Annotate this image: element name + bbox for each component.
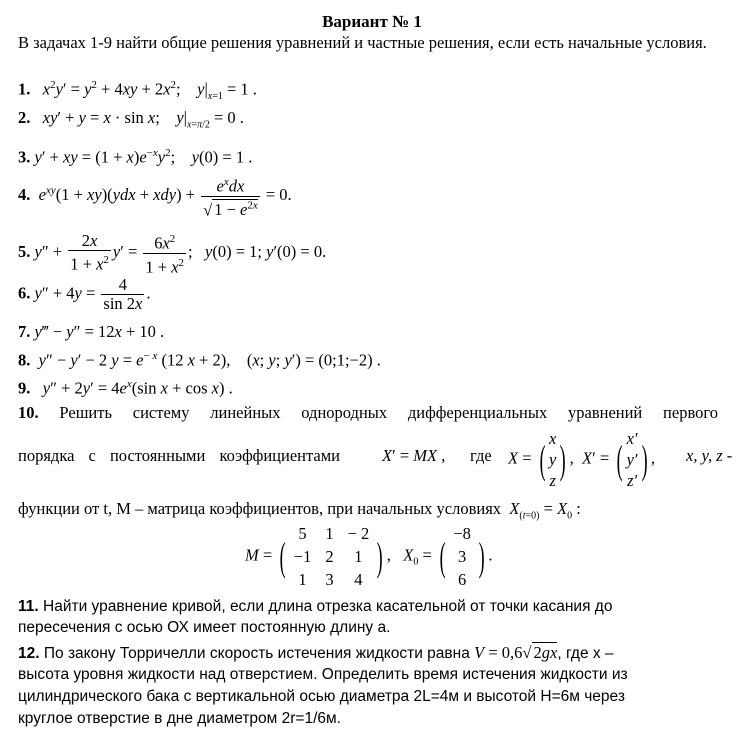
matrix-block: M = ( 5 1 − 2 −1 2 1 1 3 4 ) , $X_0$ = ( −8 3 6 ) . (245, 524, 493, 589)
problem-9: 9. $y'' + 2y' = 4e^x(\sin$ x + cos x) . (18, 378, 233, 398)
problem-6: 6. y″ + 4y = $\frac{4}{\sin 2x}$ . (18, 275, 151, 313)
problem-2: 2. xy′ + y = x · sin x; $y|_{x=\pi/2} = 0$ . (18, 108, 244, 131)
problem-11-line1: 11. Найти уравнение кривой, если длина отрезка касательной от точки касания до (18, 598, 613, 615)
problem-12-line3: цилиндрического бака с вертикальной осью диаметра 2L=4м и высотой H=6м через (18, 688, 625, 705)
problem-4: 4. $e^{xy}(1 + xy)(ydx + xdy)$ + $\frac{e^xdx}{√ 1 - e^{2x}}$ = 0. (18, 173, 292, 219)
problem-10-line3: функции от t, M – матрица коэффициентов, при начальных условиях $X_{(t=0)} = X_0$ : (18, 499, 581, 522)
intro-text: В задачах 1-9 найти общие решения уравнений и частные решения, если есть начальные условия. (18, 33, 707, 52)
problem-11-line2: пересечения с осью ОХ имеет постоянную длину a. (18, 619, 391, 636)
problem-10-line2: порядка с постоянными коэффициентами X′ = MX , где X = ( x y z ) , X′ = ( x′ y′ z′ ) , x, y, z - (18, 429, 733, 490)
problem-1: 1. $x^2y' = y^2 + 4xy + 2x^2$; $y|_{x=1} = 1$ . (18, 79, 257, 102)
problem-7: 7. y‴ − y″ = 12x + 10 . (18, 322, 165, 341)
problem-8: 8. y″ − y′ − 2 $y = e^{- x}$ (12 x + 2), (x; y; y′) = (0;1;−2) . (18, 350, 381, 370)
problem-5: 5. y″ + $\frac{2x}{1 + x^2}$ y′ = $\frac{6x^2}{1 + x^2}$ ; y(0) = 1; y′(0) = 0. (18, 231, 327, 276)
problem-3: 3. y′ + xy = $(1 + x)e^{-x}y^2$; y(0) = 1 . (18, 147, 253, 167)
problem-12-line1: 12. По закону Торричелли скорость истечения жидкости равна V = 0,6√ 2gx, где x – (18, 643, 614, 662)
problem-12-line2: высота уровня жидкости над отверстием. Определить время истечения жидкости из (18, 666, 628, 683)
vector-X0: −8 3 6 (453, 524, 471, 589)
problem-12-line4: круглое отверстие в дне диаметром 2r=1/6м. (18, 710, 341, 727)
page-title: Вариант № 1 (322, 12, 422, 31)
matrix-M: 5 1 − 2 −1 2 1 1 3 4 (293, 524, 370, 589)
problem-10-line1: 10. Решить систему линейных однородных дифференциальных уравнений первого (18, 403, 718, 422)
